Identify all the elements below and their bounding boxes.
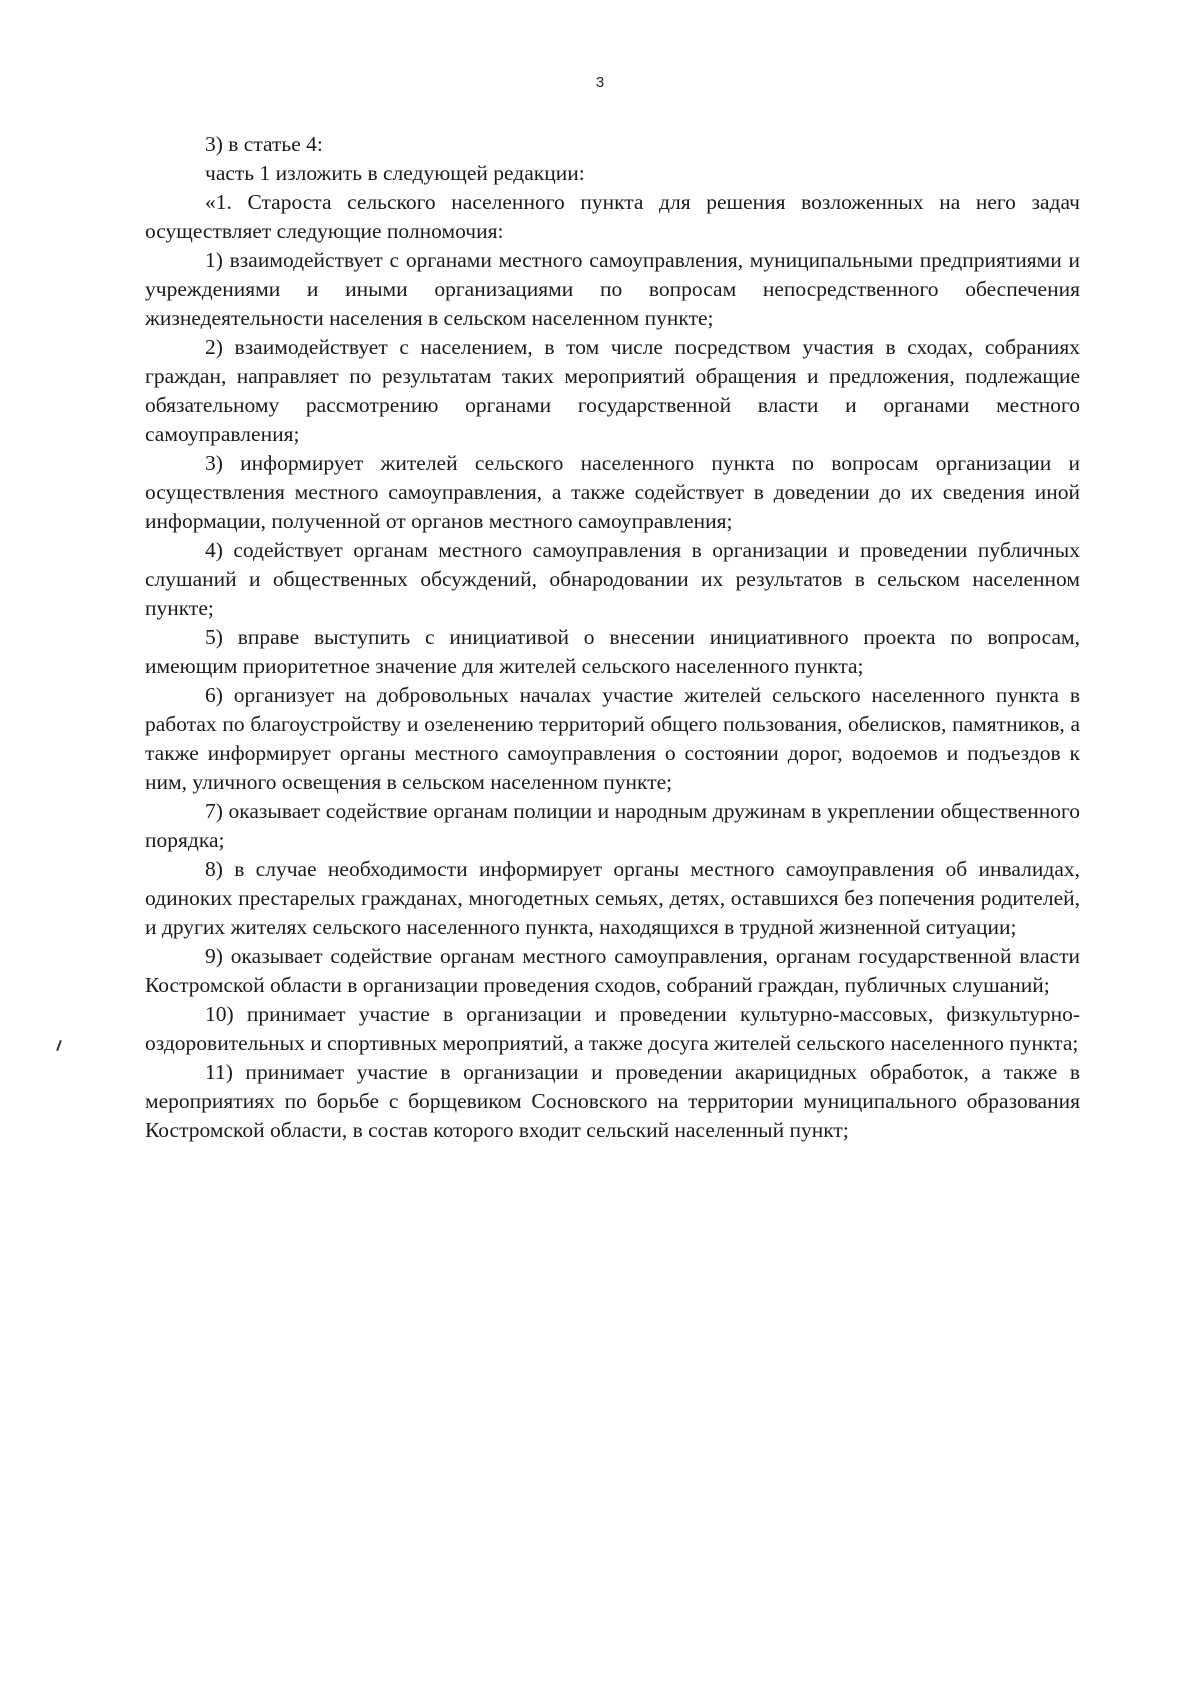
paragraph-part-ref: часть 1 изложить в следующей редакции:: [205, 161, 585, 185]
page-number: 3: [595, 74, 605, 91]
paragraph-item-8: 8) в случае необходимости информирует органы местного самоуправления об инвалидах, одиноких престарелых гражданах, многодетных семьях, детях, оставшихся без попечения родителей, и других жителях сельского населенного пункта, находящихся в трудной жизненной ситуации;: [145, 857, 1080, 939]
paragraph-article-ref: 3) в статье 4:: [205, 132, 323, 156]
paragraph-item-7: 7) оказывает содействие органам полиции и народным дружинам в укреплении общественного порядка;: [145, 799, 1080, 852]
paragraph-item-3: 3) информирует жителей сельского населенного пункта по вопросам организации и осуществления местного самоуправления, а также содействует в доведении до их сведения иной информации, полученной от органов местного самоуправления;: [145, 451, 1080, 533]
paragraph-item-10: 10) принимает участие в организации и проведении культурно-массовых, физкультурно-оздоровительных и спортивных мероприятий, а также досуга жителей сельского населенного пункта;: [145, 1002, 1080, 1055]
paragraph-item-6: 6) организует на добровольных началах участие жителей сельского населенного пункта в работах по благоустройству и озеленению территорий общего пользования, обелисков, памятников, а также информирует органы местного самоуправления о состоянии дорог, водоемов и подъездов к ним, уличного освещения в сельском населенном пункте;: [145, 683, 1080, 794]
paragraph-item-2: 2) взаимодействует с населением, в том числе посредством участия в сходах, собраниях граждан, направляет по результатам таких мероприятий обращения и предложения, подлежащие обязательному рассмотрению органами государственной власти и органами местного самоуправления;: [145, 335, 1080, 446]
paragraph-item-11: 11) принимает участие в организации и проведении акарицидных обработок, а также в мероприятиях по борьбе с борщевиком Сосновского на территории муниципального образования Костромской области, в состав которого входит сельский населенный пункт;: [145, 1060, 1080, 1142]
document-body: [145, 130, 1080, 1145]
scan-artifact-mark: [56, 1040, 62, 1051]
paragraph-item-5: 5) вправе выступить с инициативой о внесении инициативного проекта по вопросам, имеющим приоритетное значение для жителей сельского населенного пункта;: [145, 625, 1080, 678]
paragraph-item-1: 1) взаимодействует с органами местного самоуправления, муниципальными предприятиями и учреждениями и иными организациями по вопросам непосредственного обеспечения жизнедеятельности населения в сельском населенном пункте;: [145, 248, 1080, 330]
paragraph-intro: «1. Староста сельского населенного пункта для решения возложенных на него задач осуществляет следующие полномочия:: [145, 190, 1080, 243]
paragraph-item-9: 9) оказывает содействие органам местного самоуправления, органам государственной власти Костромской области в организации проведения сходов, собраний граждан, публичных слушаний;: [145, 944, 1080, 997]
paragraph-item-4: 4) содействует органам местного самоуправления в организации и проведении публичных слушаний и общественных обсуждений, обнародовании их результатов в сельском населенном пункте;: [145, 538, 1080, 620]
